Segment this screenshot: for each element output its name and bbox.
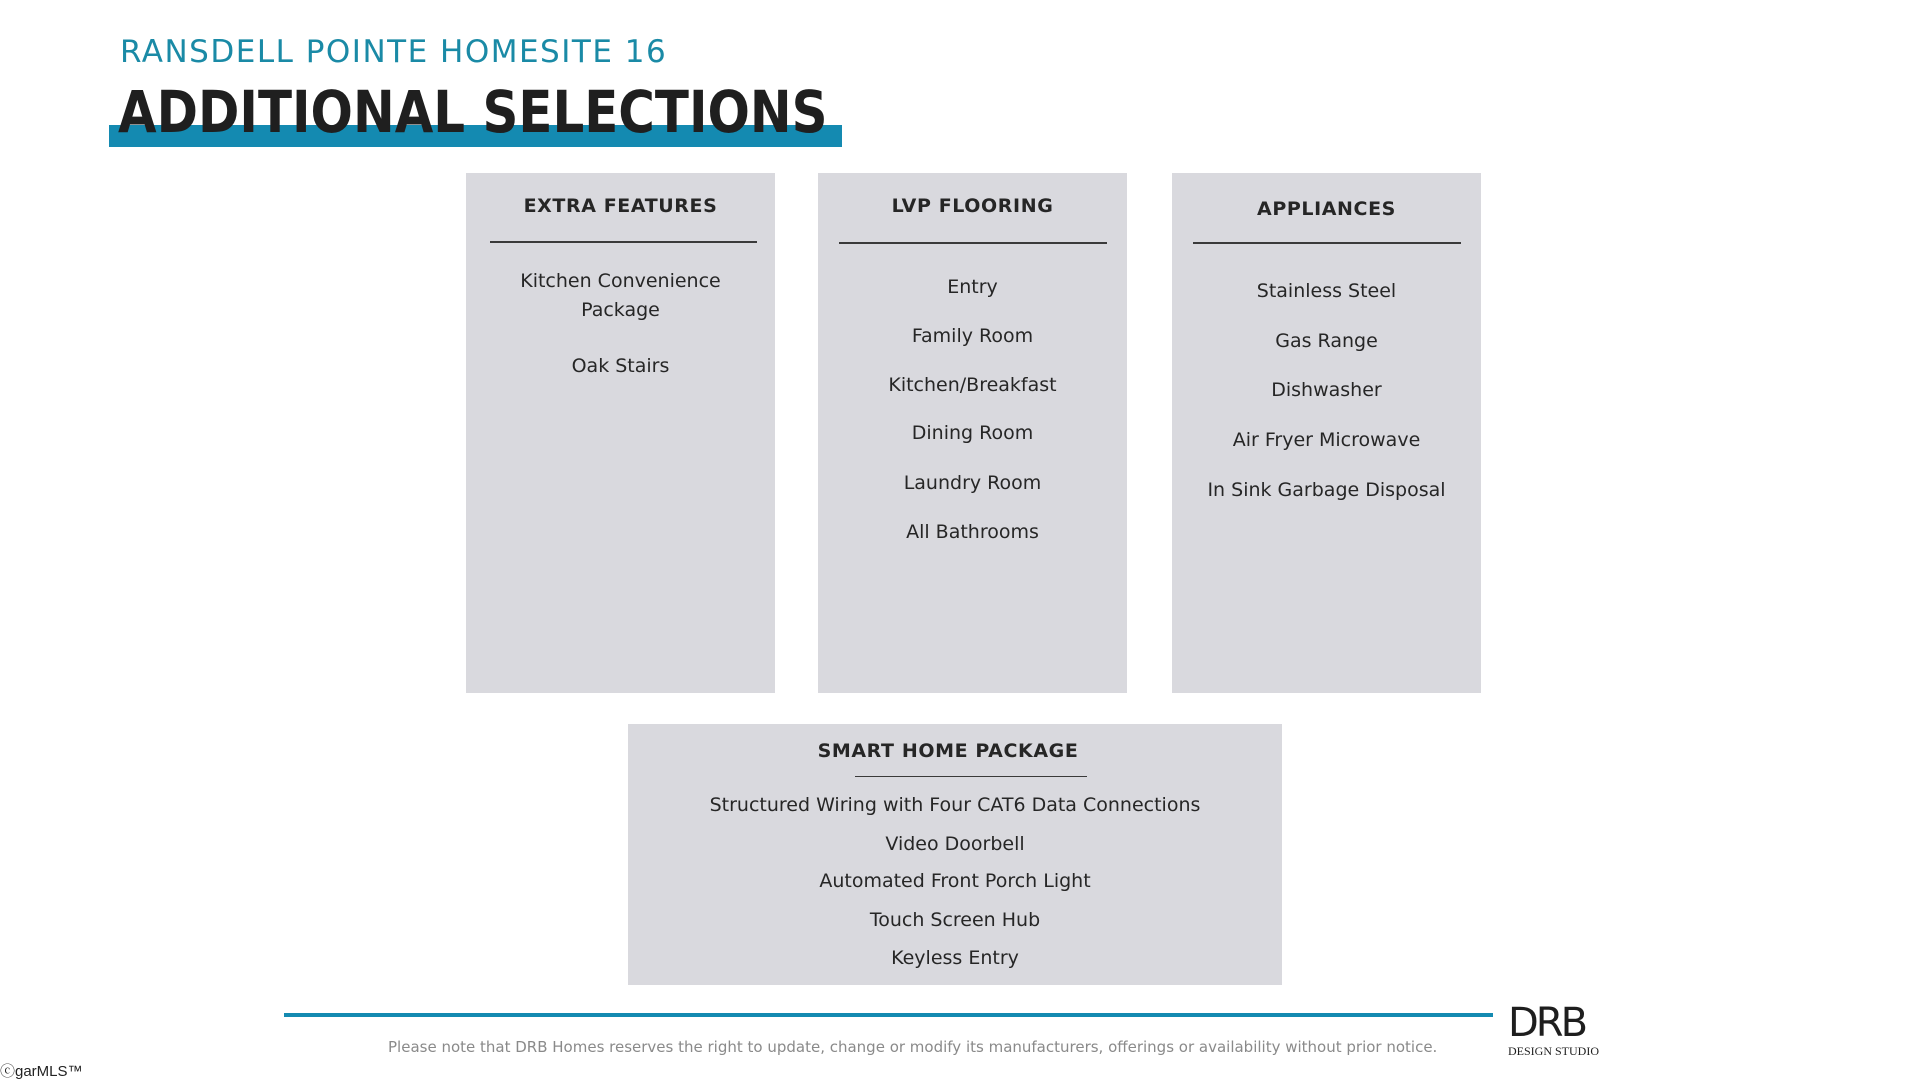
list-item: Dining Room: [911, 422, 1034, 444]
extra-features-card: [466, 173, 775, 693]
list-item: Gas Range: [1275, 330, 1378, 352]
list-item: Oak Stairs: [571, 355, 670, 377]
card-divider: [839, 242, 1107, 244]
card-divider: [1193, 242, 1461, 244]
list-item: All Bathrooms: [906, 521, 1039, 543]
logo-subtext: DESIGN STUDIO: [1508, 1044, 1599, 1058]
appliances-card: [1172, 173, 1481, 693]
logo-mark: DRB: [1508, 1000, 1586, 1046]
list-item: Laundry Room: [903, 472, 1042, 494]
card-heading: EXTRA FEATURES: [523, 195, 718, 217]
list-item: Air Fryer Microwave: [1232, 429, 1421, 451]
drb-design-studio-logo: [1508, 1002, 1602, 1058]
list-item: Dishwasher: [1271, 379, 1382, 401]
lvp-flooring-card: [818, 173, 1127, 693]
disclaimer-text: Please note that DRB Homes reserves the right to update, change or modify its manufacturers, offerings or availability without prior notice.: [388, 1038, 1438, 1056]
list-item: Package: [581, 299, 660, 321]
list-item: Structured Wiring with Four CAT6 Data Connections: [709, 794, 1201, 816]
list-item: Kitchen Convenience: [520, 270, 721, 292]
list-item: In Sink Garbage Disposal: [1207, 479, 1446, 501]
list-item: Keyless Entry: [891, 947, 1019, 969]
list-item: Automated Front Porch Light: [819, 870, 1091, 892]
card-divider: [855, 776, 1087, 777]
page-subtitle: RANSDELL POINTE HOMESITE 16: [120, 34, 668, 70]
mls-watermark: ⓒgarMLS™: [0, 1063, 83, 1080]
card-divider: [490, 241, 757, 243]
list-item: Family Room: [911, 325, 1034, 347]
card-heading: SMART HOME PACKAGE: [817, 740, 1079, 762]
smart-home-card: [628, 724, 1282, 985]
card-heading: LVP FLOORING: [891, 195, 1054, 217]
page-title: ADDITIONAL SELECTIONS: [118, 78, 828, 146]
list-item: Stainless Steel: [1256, 280, 1397, 302]
list-item: Entry: [947, 276, 998, 298]
list-item: Touch Screen Hub: [869, 909, 1041, 931]
list-item: Video Doorbell: [885, 833, 1025, 855]
card-heading: APPLIANCES: [1257, 198, 1396, 220]
footer-divider: [284, 1013, 1493, 1017]
list-item: Kitchen/Breakfast: [888, 374, 1057, 396]
